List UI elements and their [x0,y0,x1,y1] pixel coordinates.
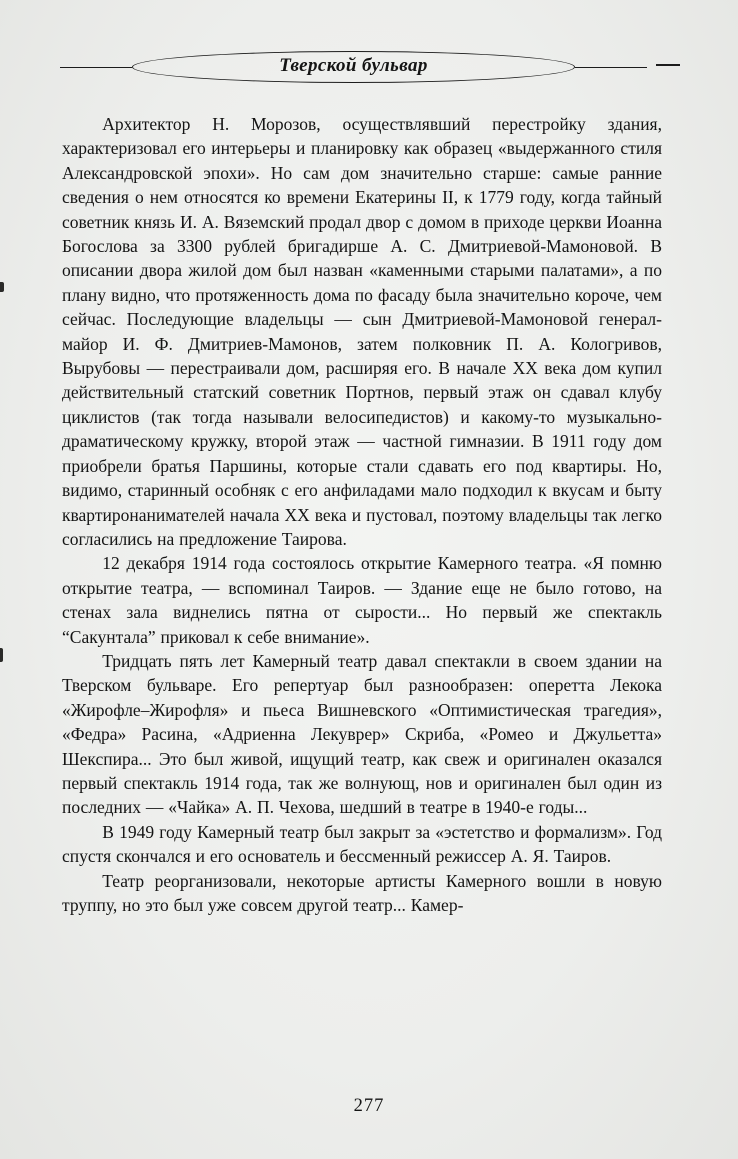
running-head-title: Тверской бульвар [279,55,428,76]
paragraph-4: В 1949 году Камерный театр был закрыт за «эстетство и формализм». Год спустя скончался и его основатель и бессменный режиссер А. Я. Таиров. [62,821,662,867]
body-text [62,112,662,917]
scan-artifact [0,282,4,292]
header-rule-dash [656,64,680,66]
header-rule-left [60,67,132,68]
running-head [60,50,680,84]
header-rule-right [575,67,647,68]
header-oval-frame [132,51,575,83]
paragraph-1: Архитектор Н. Морозов, осуществлявший перестройку здания, характеризовал его интерьеры и планировку как образец «выдержанного стиля Александровской эпохи». Но сам дом значительно старше: самые ранние сведения о нем относятся ко времени Екатерины II, к 1779 году, когда тайный советник князь И. А. Вяземский продал двор с домом в приходе церкви Иоанна Богослова за 3300 рублей бригадирше А. С. Дмитриевой-Мамоновой. В описании двора жилой дом был назван «каменными старыми палатами», а по плану видно, что протяженность дома по фасаду была значительно короче, чем сейчас. Последующие владельцы — сын Дмитриевой-Мамоновой генерал-майор И. Ф. Дмитриев-Мамонов, затем полковник П. А. Кологривов, Вырубовы — перестраивали дом, расширяя его. В начале XX века дом купил действительный статский советник Портнов, первый этаж он сдавал клубу циклистов (так тогда называли велосипедистов) и какому-то музыкально-драматическому кружку, второй этаж — частной гимназии. В 1911 году дом приобрели братья Паршины, которые стали сдавать его под квартиры. Но, видимо, старинный особняк с его анфиладами мало подходил к вкусам и быту квартиронанимателей начала XX века и пустовал, поэтому владельцы так легко согласились на предложение Таирова. [62,114,662,549]
scan-artifact [0,648,3,662]
paragraph-2: 12 декабря 1914 года состоялось открытие Камерного театра. «Я помню открытие театра, — вспоминал Таиров. — Здание еще не было готово, на стенах зала виднелись пятна от сырости... Но первый же спектакль “Сакунтала” приковал к себе внимание». [62,553,662,647]
paragraph-5: Театр реорганизовали, некоторые артисты Камерного вошли в новую труппу, но это был уже совсем другой театр... Камер- [62,870,662,915]
paragraph-3: Тридцать пять лет Камерный театр давал спектакли в своем здании на Тверском бульваре. Его репертуар был разнообразен: оперетта Лекока «Жирофле–Жирофля» и пьеса Вишневского «Оптимистическая трагедия», «Федра» Расина, «Адриенна Лекуврер» Скриба, «Ромео и Джульетта» Шекспира... Это был живой, ищущий театр, как свеж и оригинален оказался первый спектакль 1914 года, так же волнующ, нов и оригинален был один из последних — «Чайка» А. П. Чехова, шедший в театре в 1940-е годы... [62,650,662,818]
page-number: 277 [353,1096,385,1116]
